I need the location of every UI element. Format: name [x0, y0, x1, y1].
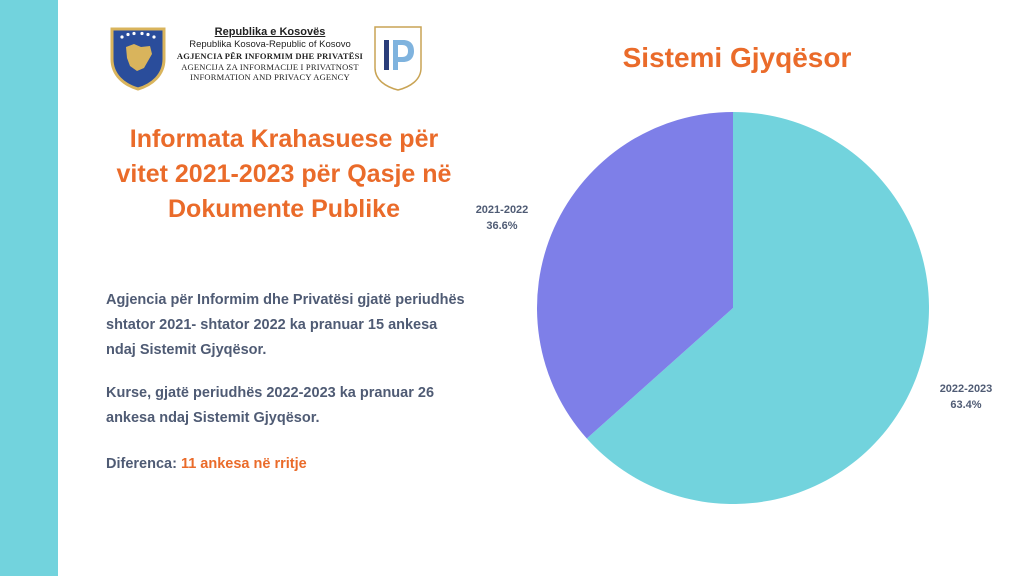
p1-line-1: Agjencia për Informim dhe Privatësi gjatë periudhës	[106, 292, 465, 308]
p2-line-1: Kurse, gjatë periudhës 2022-2023 ka pranuar 26	[106, 385, 435, 401]
slice-category-label: 2021-2022	[475, 204, 529, 216]
header-line-1: Republika e Kosovës	[214, 26, 326, 38]
difference-value: 11 ankesa në rritje	[180, 456, 307, 472]
title-line-1: Informata Krahasuese për	[129, 125, 439, 153]
chart-title: Sistemi Gjyqësor	[622, 42, 852, 73]
header-line-2: Republika Kosova-Republic of Kosovo	[189, 39, 351, 50]
title-line-3: Dokumente Publike	[168, 195, 400, 223]
difference-label: Diferenca:	[106, 456, 177, 472]
title-line-2: vitet 2021-2023 për Qasje në	[116, 160, 452, 188]
slice-category-label: 2022-2023	[939, 383, 993, 395]
header-line-4: AGENCIJA ZA INFORMACIJE I PRIVATNOST	[181, 62, 359, 72]
slice-value-label: 36.6%	[486, 220, 518, 232]
header-line-3: AGJENCIA PËR INFORMIM DHE PRIVATËSI	[176, 51, 364, 61]
p1-line-3: ndaj Sistemit Gjyqësor.	[106, 342, 267, 358]
p2-line-2: ankesa ndaj Sistemit Gjyqësor.	[106, 410, 320, 426]
header-line-5: INFORMATION AND PRIVACY AGENCY	[190, 72, 350, 82]
slice-value-label: 63.4%	[950, 399, 982, 411]
p1-line-2: shtator 2021- shtator 2022 ka pranuar 15 ankesa	[106, 317, 438, 333]
